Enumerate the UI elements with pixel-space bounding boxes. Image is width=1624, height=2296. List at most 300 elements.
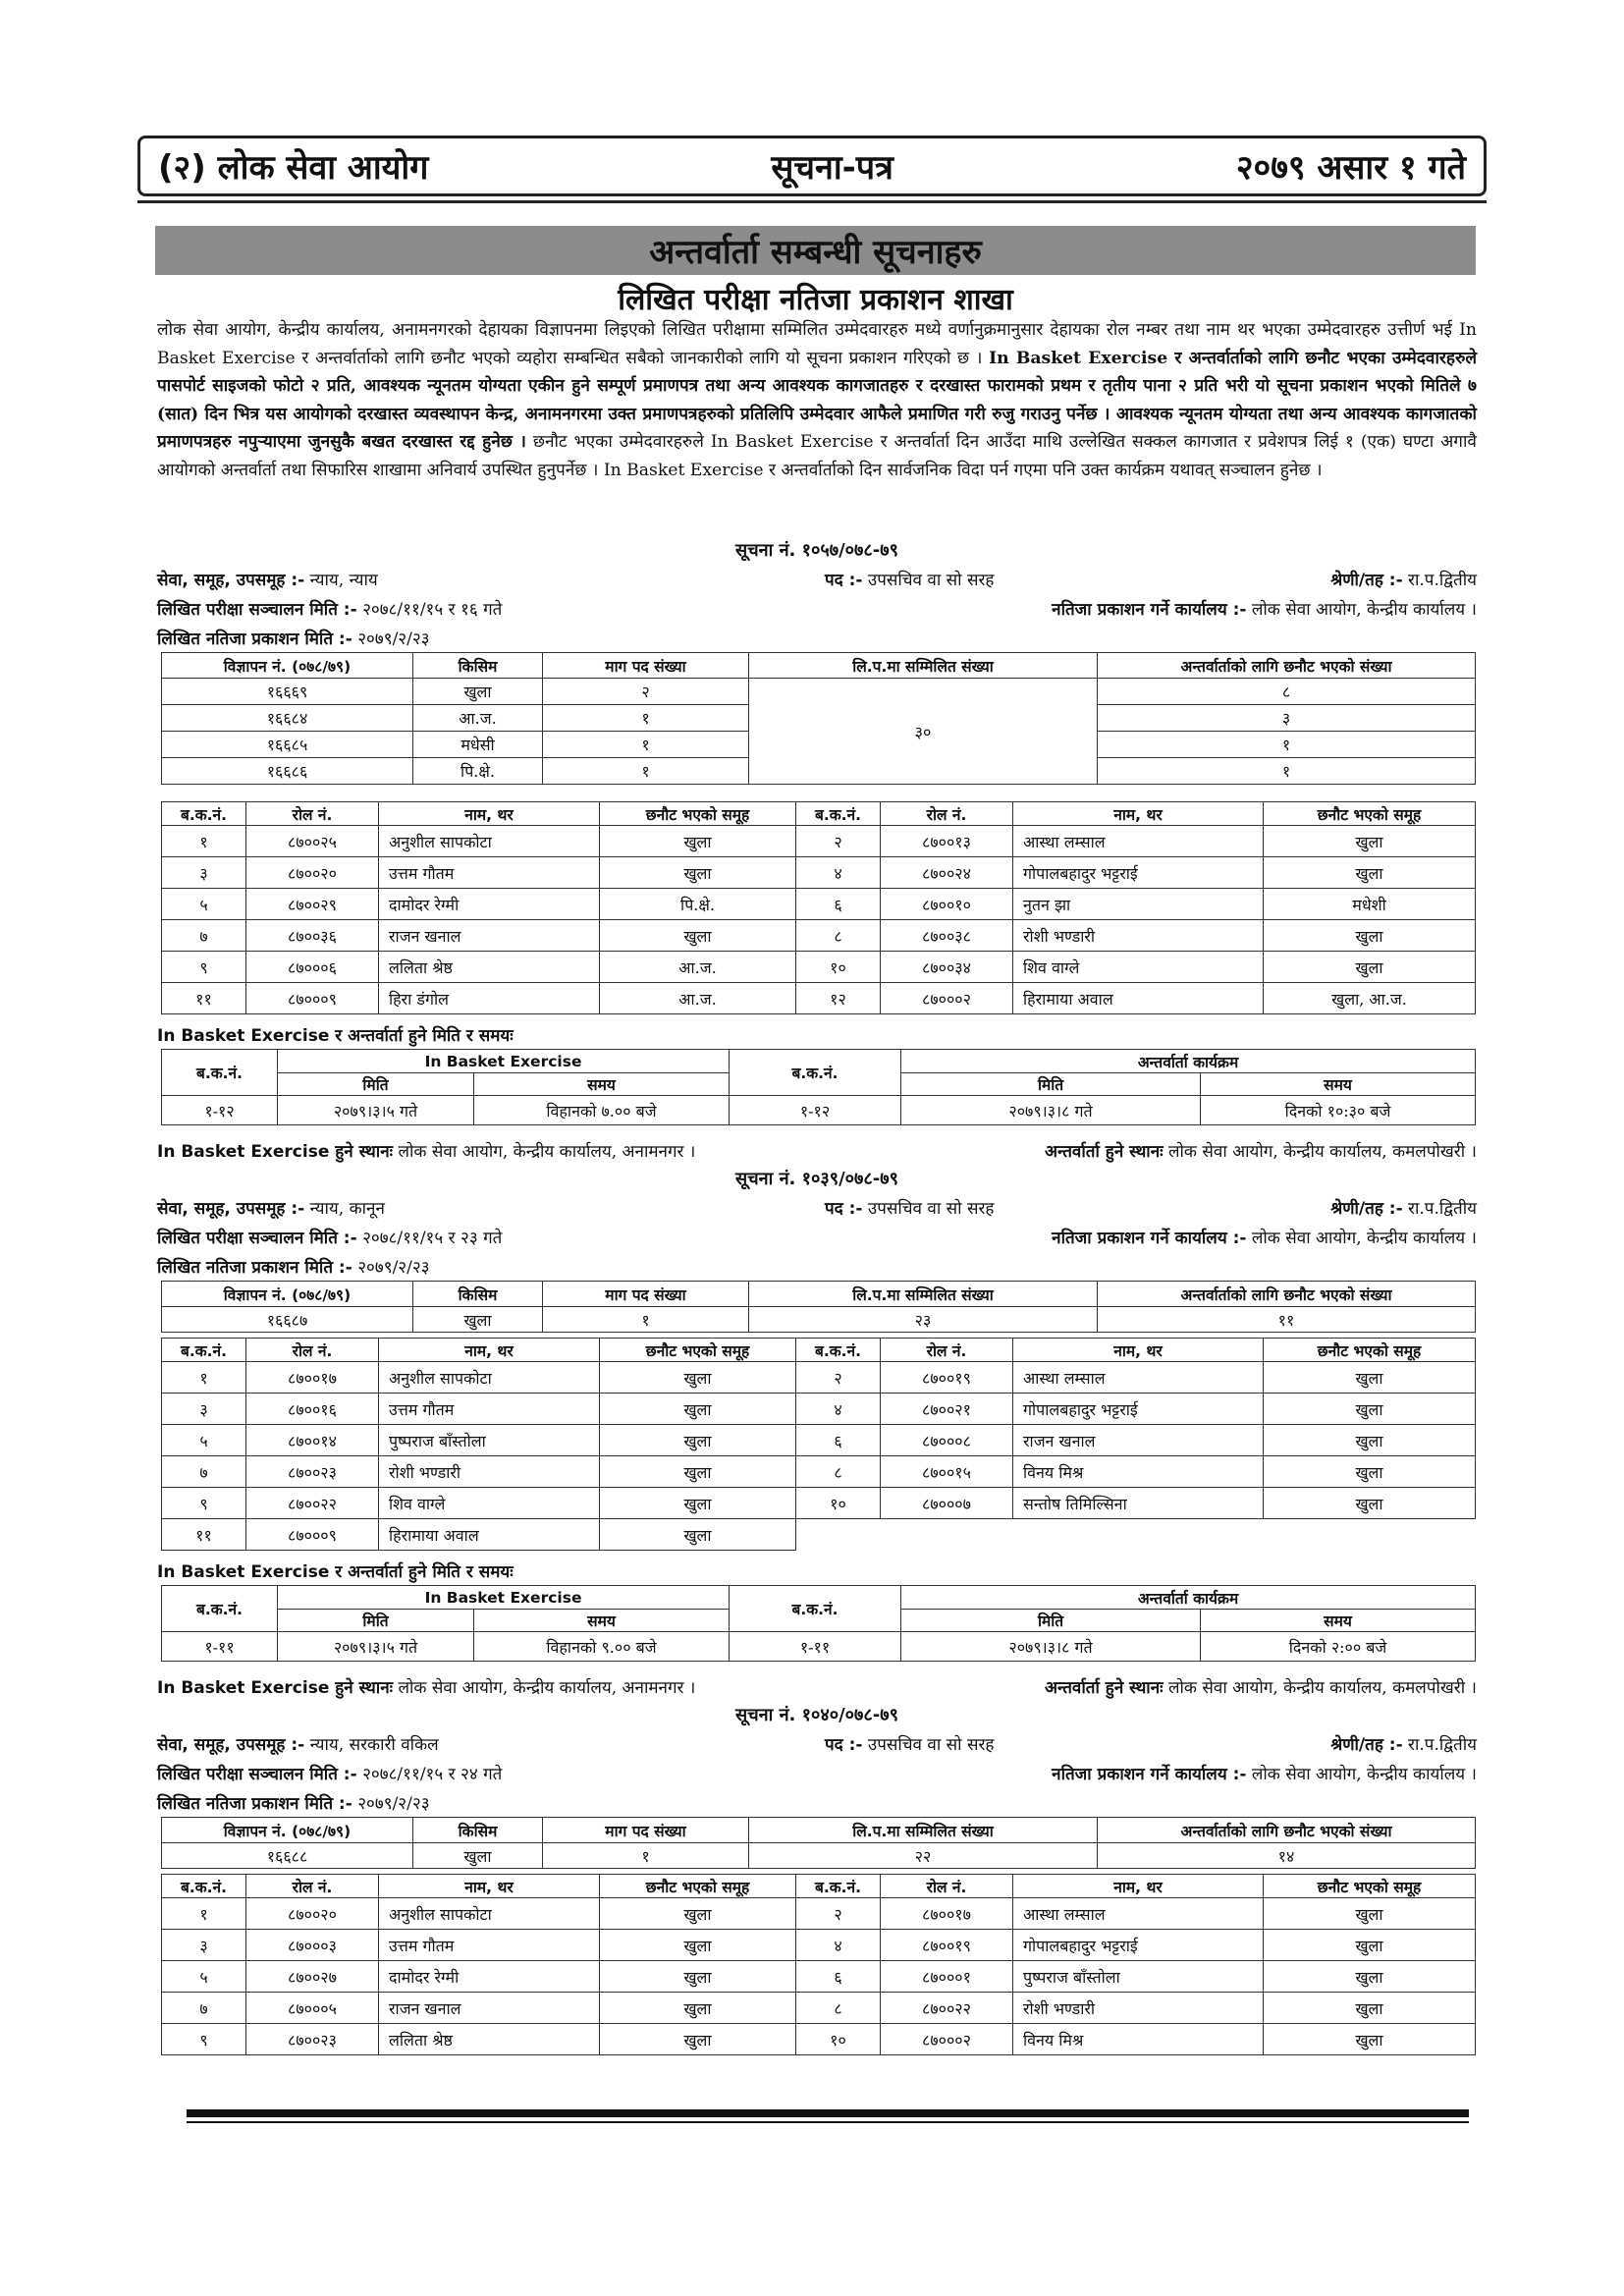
col-included: लि.प.मा सम्मिलित संख्या (749, 1282, 1098, 1307)
header-center: सूचना-पत्र (771, 148, 893, 188)
col-type: किसिम (413, 1818, 543, 1843)
col-group: छनौट भएको समूह (1264, 1875, 1476, 1898)
adv-selected: ८ (1098, 679, 1476, 705)
sn: ९ (162, 1488, 246, 1519)
group: खुला (1264, 1362, 1476, 1394)
roll: ८७००२७ (246, 1961, 379, 1993)
name: दामोदर रेग्मी (379, 1961, 600, 1993)
table-row (162, 1394, 1476, 1425)
schedule-title: In Basket Exercise र अन्तर्वार्ता हुने मिति र समयः (157, 1026, 514, 1046)
roll: ८७००२० (246, 857, 379, 889)
sn: १० (796, 1488, 881, 1519)
name: हिरामाया अवाल (1013, 983, 1264, 1014)
ibe-venue: लोक सेवा आयोग, केन्द्रीय कार्यालय, अनामनगर । (398, 1142, 696, 1162)
roll: ८७००१७ (881, 1898, 1013, 1930)
int-venue: लोक सेवा आयोग, केन्द्रीय कार्यालय, कमलपोखरी । (1168, 1678, 1477, 1698)
section-banner (155, 226, 1476, 275)
col-name: नाम, थर (379, 1339, 600, 1362)
post-label: पद :- (825, 1199, 863, 1219)
ibe-date: २०७९।३।५ गते (278, 1096, 474, 1125)
roll: ८७००२२ (881, 1993, 1013, 2024)
roll: ८७०००८ (881, 1425, 1013, 1456)
exam-date-label: लिखित परीक्षा सञ्चालन मिति :- (157, 600, 357, 620)
name: गोपालबहादुर भट्टराई (1013, 1930, 1264, 1961)
level-value: रा.प.द्वितीय (1408, 1199, 1477, 1219)
group: खुला (600, 826, 796, 857)
sn: ८ (796, 1456, 881, 1488)
adv-demand: १ (543, 1307, 749, 1333)
col-roll: रोल नं. (881, 1339, 1013, 1362)
sn: ३ (162, 1394, 246, 1425)
roll: ८७००२३ (246, 2024, 379, 2055)
col-ibe: In Basket Exercise (278, 1586, 730, 1610)
group: खुला (1264, 920, 1476, 952)
int-range: १-११ (730, 1632, 901, 1662)
col-included: लि.प.मा सम्मिलित संख्या (749, 653, 1098, 679)
roll: ८७००१४ (246, 1425, 379, 1456)
post-label: पद :- (825, 571, 863, 590)
col-demand: माग पद संख्या (543, 653, 749, 679)
col-roll: रोल नं. (246, 802, 379, 826)
group: खुला (600, 1993, 796, 2024)
result-date-value: २०७९/२/२३ (357, 1794, 430, 1814)
roll: ८७०००१ (881, 1961, 1013, 1993)
footer-rule-thin (187, 2121, 1469, 2123)
sn: १० (796, 952, 881, 983)
group: खुला (1264, 1488, 1476, 1519)
sn: ७ (162, 920, 246, 952)
office-value: लोक सेवा आयोग, केन्द्रीय कार्यालय । (1251, 600, 1477, 620)
roll: ८७००१६ (246, 1394, 379, 1425)
sn: ६ (796, 1425, 881, 1456)
result-date-label: लिखित नतिजा प्रकाशन मिति :- (157, 1794, 352, 1814)
notice-meta-row (157, 1732, 1477, 1758)
sn: ११ (162, 983, 246, 1014)
post-value: उपसचिव वा सो सरह (867, 571, 995, 590)
notice-meta-row (157, 1762, 1477, 1787)
intro-text-2: छनौट भएका उम्मेदवारहरुले In Basket Exercise र अन्तर्वार्ता दिन आउँदा माथि उल्लेखित सक्कल कागजात र प्रवेशपत्र लिई १ (एक) घण्टा अगावै आयोगको अन्तर्वार्ता तथा सिफारिस शाखामा अनिवार्य उपस्थित हुनुपर्नेछ । In Basket Exercise र अन्तर्वार्ताको दिन सार्वजनिक विदा पर्न गएमा पनि उक्त कार्यक्रम यथावत् सञ्चालन हुनेछ । (157, 432, 1477, 480)
exam-date-value: २०७८/११/१५ र २३ गते (362, 1229, 503, 1248)
col-name: नाम, थर (1013, 1875, 1264, 1898)
table-row (162, 952, 1476, 983)
office-label: नतिजा प्रकाशन गर्ने कार्यालय :- (1052, 1765, 1247, 1784)
name: गोपालबहादुर भट्टराई (1013, 857, 1264, 889)
level-label: श्रेणी/तह :- (1330, 1735, 1403, 1755)
ibe-date: २०७९।३।५ गते (278, 1632, 474, 1662)
schedule-title: In Basket Exercise र अन्तर्वार्ता हुने मिति र समयः (157, 1562, 514, 1582)
advertisement-table (161, 652, 1476, 785)
col-interview: अन्तर्वार्ता कार्यक्रम (901, 1050, 1476, 1073)
table-row (162, 1488, 1476, 1519)
result-date-value: २०७९/२/२३ (357, 1258, 430, 1278)
name: नुतन झा (1013, 889, 1264, 920)
adv-type: आ.ज. (413, 705, 543, 732)
group: खुला (600, 920, 796, 952)
col-sn: ब.क.नं. (162, 1875, 246, 1898)
schedule-table (161, 1585, 1476, 1662)
col-name: नाम, थर (379, 802, 600, 826)
col-roll: रोल नं. (246, 1339, 379, 1362)
roll: ८७००१० (881, 889, 1013, 920)
table-row (162, 2024, 1476, 2055)
header-left: (२) लोक सेवा आयोग (158, 148, 429, 188)
name: ललिता श्रेष्ठ (379, 952, 600, 983)
roll: ८७००१५ (881, 1456, 1013, 1488)
int-time: दिनको १०:३० बजे (1201, 1096, 1476, 1125)
service-label: सेवा, समूह, उपसमूह :- (157, 571, 305, 590)
adv-selected: ११ (1098, 1307, 1476, 1333)
advertisement-table (161, 1281, 1476, 1333)
col-adv: विज्ञापन नं. (०७८/७९) (162, 653, 413, 679)
group: आ.ज. (600, 952, 796, 983)
adv-demand: १ (543, 705, 749, 732)
adv-demand: १ (543, 1843, 749, 1869)
int-range: १-१२ (730, 1096, 901, 1125)
sn: २ (796, 826, 881, 857)
col-selected: अन्तर्वार्ताको लागि छनौट भएको संख्या (1098, 1282, 1476, 1307)
adv-no: १६६८४ (162, 705, 413, 732)
service-label: सेवा, समूह, उपसमूह :- (157, 1735, 305, 1755)
group: पि.क्षे. (600, 889, 796, 920)
roll: ८७००३६ (246, 920, 379, 952)
group: खुला (600, 1519, 796, 1551)
table-row (162, 1961, 1476, 1993)
name: विनय मिश्र (1013, 2024, 1264, 2055)
group: खुला (1264, 1456, 1476, 1488)
group: खुला (1264, 1425, 1476, 1456)
roll: ८७००२३ (246, 1456, 379, 1488)
roll: ८७०००२ (881, 2024, 1013, 2055)
venue-row (157, 1139, 1477, 1165)
notice-number: सूचना नं. १०५७/०७८-७९ (735, 540, 898, 561)
adv-included: ३० (749, 679, 1098, 785)
sn: ६ (796, 1961, 881, 1993)
adv-selected: ३ (1098, 705, 1476, 732)
notice-number: सूचना नं. १०४०/०७८-७९ (735, 1705, 898, 1725)
roll: ८७०००९ (246, 983, 379, 1014)
name: रोशी भण्डारी (379, 1456, 600, 1488)
table-row (162, 1898, 1476, 1930)
table-row (162, 857, 1476, 889)
name: उत्तम गौतम (379, 1930, 600, 1961)
name: अनुशील सापकोटा (379, 826, 600, 857)
sn: ४ (796, 1930, 881, 1961)
col-sn: ब.क.नं. (796, 802, 881, 826)
result-date-label: लिखित नतिजा प्रकाशन मिति :- (157, 629, 352, 649)
roll: ८७०००५ (246, 1993, 379, 2024)
advertisement-table (161, 1817, 1476, 1869)
col-time: समय (474, 1073, 730, 1096)
table-row (162, 1456, 1476, 1488)
service-value: न्याय, कानून (309, 1199, 385, 1219)
group: खुला (1264, 2024, 1476, 2055)
name: अनुशील सापकोटा (379, 1898, 600, 1930)
adv-included: २३ (749, 1307, 1098, 1333)
col-adv: विज्ञापन नं. (०७८/७९) (162, 1818, 413, 1843)
int-time: दिनको २:०० बजे (1201, 1632, 1476, 1662)
col-time: समय (1201, 1073, 1476, 1096)
notice-meta-row (157, 597, 1477, 623)
roll: ८७००१९ (881, 1930, 1013, 1961)
col-sn: ब.क.नं. (162, 1339, 246, 1362)
adv-type: खुला (413, 679, 543, 705)
group: खुला (600, 1456, 796, 1488)
name: दामोदर रेग्मी (379, 889, 600, 920)
col-date: मिति (901, 1610, 1201, 1632)
col-sn: ब.क.नं. (162, 1586, 278, 1632)
name: राजन खनाल (379, 920, 600, 952)
header-right: २०७९ असार १ गते (1235, 148, 1466, 188)
level-label: श्रेणी/तह :- (1330, 571, 1403, 590)
table-row (162, 1425, 1476, 1456)
sn: २ (796, 1898, 881, 1930)
ibe-venue-label: In Basket Exercise हुने स्थानः (157, 1678, 394, 1698)
ibe-venue-label: In Basket Exercise हुने स्थानः (157, 1142, 394, 1162)
col-sn: ब.क.नं. (162, 1050, 278, 1096)
col-demand: माग पद संख्या (543, 1818, 749, 1843)
adv-type: मधेसी (413, 732, 543, 758)
name: अनुशील सापकोटा (379, 1362, 600, 1394)
adv-type: खुला (413, 1307, 543, 1333)
name: राजन खनाल (1013, 1425, 1264, 1456)
name: आस्था लम्साल (1013, 1362, 1264, 1394)
int-venue: लोक सेवा आयोग, केन्द्रीय कार्यालय, कमलपोखरी । (1168, 1142, 1477, 1162)
int-date: २०७९।३।८ गते (901, 1632, 1201, 1662)
sn: ८ (796, 1993, 881, 2024)
candidate-table (161, 1338, 1476, 1551)
name: रोशी भण्डारी (1013, 1993, 1264, 2024)
level-value: रा.प.द्वितीय (1408, 571, 1477, 590)
adv-no: १६६८७ (162, 1307, 413, 1333)
adv-demand: १ (543, 758, 749, 785)
notice-meta-row (157, 627, 1477, 652)
col-type: किसिम (413, 653, 543, 679)
sn: ५ (162, 1961, 246, 1993)
sn: ३ (162, 1930, 246, 1961)
name: हिरामाया अवाल (379, 1519, 600, 1551)
result-date-label: लिखित नतिजा प्रकाशन मिति :- (157, 1258, 352, 1278)
col-sn: ब.क.नं. (730, 1586, 901, 1632)
col-included: लि.प.मा सम्मिलित संख्या (749, 1818, 1098, 1843)
sn: ७ (162, 1993, 246, 2024)
col-ibe: In Basket Exercise (278, 1050, 730, 1073)
office-value: लोक सेवा आयोग, केन्द्रीय कार्यालय । (1251, 1229, 1477, 1248)
roll: ८७००२२ (246, 1488, 379, 1519)
post-value: उपसचिव वा सो सरह (867, 1735, 995, 1755)
notice-meta-row (157, 1196, 1477, 1222)
roll: ८७०००२ (881, 983, 1013, 1014)
col-sn: ब.क.नं. (796, 1875, 881, 1898)
col-group: छनौट भएको समूह (600, 1339, 796, 1362)
roll: ८७००१९ (881, 1362, 1013, 1394)
col-time: समय (474, 1610, 730, 1632)
table-row (162, 889, 1476, 920)
post-label: पद :- (825, 1735, 863, 1755)
group: खुला (600, 2024, 796, 2055)
col-sn: ब.क.नं. (796, 1339, 881, 1362)
col-type: किसिम (413, 1282, 543, 1307)
col-group: छनौट भएको समूह (600, 1875, 796, 1898)
roll: ८७००३८ (881, 920, 1013, 952)
group: खुला (1264, 1930, 1476, 1961)
notice-meta-row (157, 1255, 1477, 1281)
col-selected: अन्तर्वार्ताको लागि छनौट भएको संख्या (1098, 1818, 1476, 1843)
int-date: २०७९।३।८ गते (901, 1096, 1201, 1125)
table-row (162, 983, 1476, 1014)
sn: १२ (796, 983, 881, 1014)
group: खुला (1264, 1394, 1476, 1425)
office-label: नतिजा प्रकाशन गर्ने कार्यालय :- (1052, 600, 1247, 620)
group: खुला (600, 1961, 796, 1993)
int-venue-label: अन्तर्वार्ता हुने स्थानः (1045, 1142, 1164, 1162)
candidate-table (161, 801, 1476, 1014)
adv-selected: १४ (1098, 1843, 1476, 1869)
intro-text-1: लोक सेवा आयोग, केन्द्रीय कार्यालय, अनामनगरको देहायका विज्ञापनमा लिइएको लिखित परीक्षामा सम्मिलित उम्मेदवारहरु मध्ये वर्णानुक्रमानुसार देहायका रोल नम्बर तथा नाम थर भएका उम्मेदवारहरु उत्तीर्ण भई In Basket Exercise र अन्तर्वार्ताको लागि छनौट भएको व्यहोरा सम्बन्धित सबैको जानकारीको लागि यो सूचना प्रकाशन गरिएको छ । (157, 320, 1477, 368)
col-date: मिति (901, 1073, 1201, 1096)
branch-title: लिखित परीक्षा नतिजा प्रकाशन शाखा (618, 283, 1013, 317)
roll: ८७०००६ (246, 952, 379, 983)
name: आस्था लम्साल (1013, 1898, 1264, 1930)
col-group: छनौट भएको समूह (1264, 802, 1476, 826)
group: आ.ज. (600, 983, 796, 1014)
name: सन्तोष तिमिल्सिना (1013, 1488, 1264, 1519)
sn: ९ (162, 952, 246, 983)
roll: ८७००३४ (881, 952, 1013, 983)
ibe-time: विहानको ९.०० बजे (474, 1632, 730, 1662)
col-roll: रोल नं. (881, 1875, 1013, 1898)
table-row (162, 1519, 1476, 1551)
sn: ९ (162, 2024, 246, 2055)
col-group: छनौट भएको समूह (1264, 1339, 1476, 1362)
sn: २ (796, 1362, 881, 1394)
venue-row (157, 1675, 1477, 1701)
table-row (162, 920, 1476, 952)
sn: ६ (796, 889, 881, 920)
sn: ५ (162, 1425, 246, 1456)
sn: १ (162, 1362, 246, 1394)
roll: ८७००२१ (881, 1394, 1013, 1425)
col-name: नाम, थर (1013, 1339, 1264, 1362)
candidate-table (161, 1874, 1476, 2055)
exam-date-value: २०७८/११/१५ र २४ गते (362, 1765, 503, 1784)
name: शिव वाग्ले (379, 1488, 600, 1519)
sn: ३ (162, 857, 246, 889)
col-adv: विज्ञापन नं. (०७८/७९) (162, 1282, 413, 1307)
name: पुष्पराज बाँस्तोला (379, 1425, 600, 1456)
col-date: मिति (278, 1610, 474, 1632)
post-value: उपसचिव वा सो सरह (867, 1199, 995, 1219)
adv-no: १६६८६ (162, 758, 413, 785)
roll: ८७००२० (246, 1898, 379, 1930)
int-venue-label: अन्तर्वार्ता हुने स्थानः (1045, 1678, 1164, 1698)
group: खुला (600, 857, 796, 889)
group: खुला (600, 1898, 796, 1930)
name: विनय मिश्र (1013, 1456, 1264, 1488)
ibe-range: १-१२ (162, 1096, 278, 1125)
sn: ७ (162, 1456, 246, 1488)
name: राजन खनाल (379, 1993, 600, 2024)
sn: ४ (796, 1394, 881, 1425)
service-label: सेवा, समूह, उपसमूह :- (157, 1199, 305, 1219)
intro-paragraph (157, 316, 1477, 485)
sn: १ (162, 1898, 246, 1930)
notice-meta-row (157, 568, 1477, 593)
notice-meta-row (157, 1226, 1477, 1251)
page-header (137, 136, 1487, 196)
col-roll: रोल नं. (881, 802, 1013, 826)
name: शिव वाग्ले (1013, 952, 1264, 983)
col-selected: अन्तर्वार्ताको लागि छनौट भएको संख्या (1098, 653, 1476, 679)
col-name: नाम, थर (1013, 802, 1264, 826)
table-row (162, 1930, 1476, 1961)
group: खुला (600, 1488, 796, 1519)
intro-text-bold: In Basket Exercise र अन्तर्वार्ताको लागि छनौट भएका उम्मेदवारहरुले पासपोर्ट साइजको फोटो २ प्रति, आवश्यक न्यूनतम योग्यता एकीन हुने सम्पूर्ण प्रमाणपत्र तथा अन्य आवश्यक कागजातहरु र दरखास्त फारामको प्रथम र तृतीय पाना २ प्रति भरी यो सूचना प्रकाशन भएको मितिले ७ (सात) दिन भित्र यस आयोगको दरखास्त व्यवस्थापन केन्द्र, अनामनगरमा उक्त प्रमाणपत्रहरुको प्रतिलिपि उम्मेदवार आफैले प्रमाणित गरी रुजु गराउनु पर्नेछ । आवश्यक न्यूनतम योग्यता तथा अन्य आवश्यक कागजातको प्रमाणपत्रहरु नपुऱ्याएमा जुनसुकै बखत दरखास्त रद्द हुनेछ । (157, 348, 1477, 453)
adv-demand: १ (543, 732, 749, 758)
roll: ८७००२४ (881, 857, 1013, 889)
sn: ५ (162, 889, 246, 920)
group: खुला (1264, 826, 1476, 857)
group: खुला (600, 1394, 796, 1425)
col-group: छनौट भएको समूह (600, 802, 796, 826)
col-demand: माग पद संख्या (543, 1282, 749, 1307)
banner-title: अन्तर्वार्ता सम्बन्धी सूचनाहरु (649, 233, 982, 272)
name: ललिता श्रेष्ठ (379, 2024, 600, 2055)
roll: ८७०००३ (246, 1930, 379, 1961)
roll: ८७००१३ (881, 826, 1013, 857)
adv-type: पि.क्षे. (413, 758, 543, 785)
result-date-value: २०७९/२/२३ (357, 629, 430, 649)
group: खुला (1264, 1898, 1476, 1930)
group: मधेशी (1264, 889, 1476, 920)
roll: ८७००२५ (246, 826, 379, 857)
sn: ८ (796, 920, 881, 952)
sn: १ (162, 826, 246, 857)
group: खुला (1264, 1993, 1476, 2024)
name: रोशी भण्डारी (1013, 920, 1264, 952)
footer-rule (187, 2109, 1469, 2117)
name: उत्तम गौतम (379, 1394, 600, 1425)
sn: ११ (162, 1519, 246, 1551)
group: खुला (1264, 1961, 1476, 1993)
exam-date-label: लिखित परीक्षा सञ्चालन मिति :- (157, 1765, 357, 1784)
service-value: न्याय, न्याय (309, 571, 378, 590)
sn: १० (796, 2024, 881, 2055)
col-roll: रोल नं. (246, 1875, 379, 1898)
sn: ४ (796, 857, 881, 889)
col-date: मिति (278, 1073, 474, 1096)
exam-date-value: २०७८/११/१५ र १६ गते (362, 600, 503, 620)
service-value: न्याय, सरकारी वकिल (309, 1735, 439, 1755)
office-value: लोक सेवा आयोग, केन्द्रीय कार्यालय । (1251, 1765, 1477, 1784)
col-name: नाम, थर (379, 1875, 600, 1898)
table-row (162, 1362, 1476, 1394)
ibe-range: १-११ (162, 1632, 278, 1662)
name: उत्तम गौतम (379, 857, 600, 889)
adv-selected: १ (1098, 732, 1476, 758)
roll: ८७०००७ (881, 1488, 1013, 1519)
notice-number: सूचना नं. १०३९/०७८-७९ (735, 1169, 898, 1189)
group: खुला (600, 1930, 796, 1961)
col-sn: ब.क.नं. (162, 802, 246, 826)
adv-no: १६६८५ (162, 732, 413, 758)
schedule-table (161, 1049, 1476, 1125)
adv-demand: २ (543, 679, 749, 705)
name: पुष्पराज बाँस्तोला (1013, 1961, 1264, 1993)
adv-no: १६६८८ (162, 1843, 413, 1869)
name: आस्था लम्साल (1013, 826, 1264, 857)
col-sn: ब.क.नं. (730, 1050, 901, 1096)
roll: ८७०००९ (246, 1519, 379, 1551)
